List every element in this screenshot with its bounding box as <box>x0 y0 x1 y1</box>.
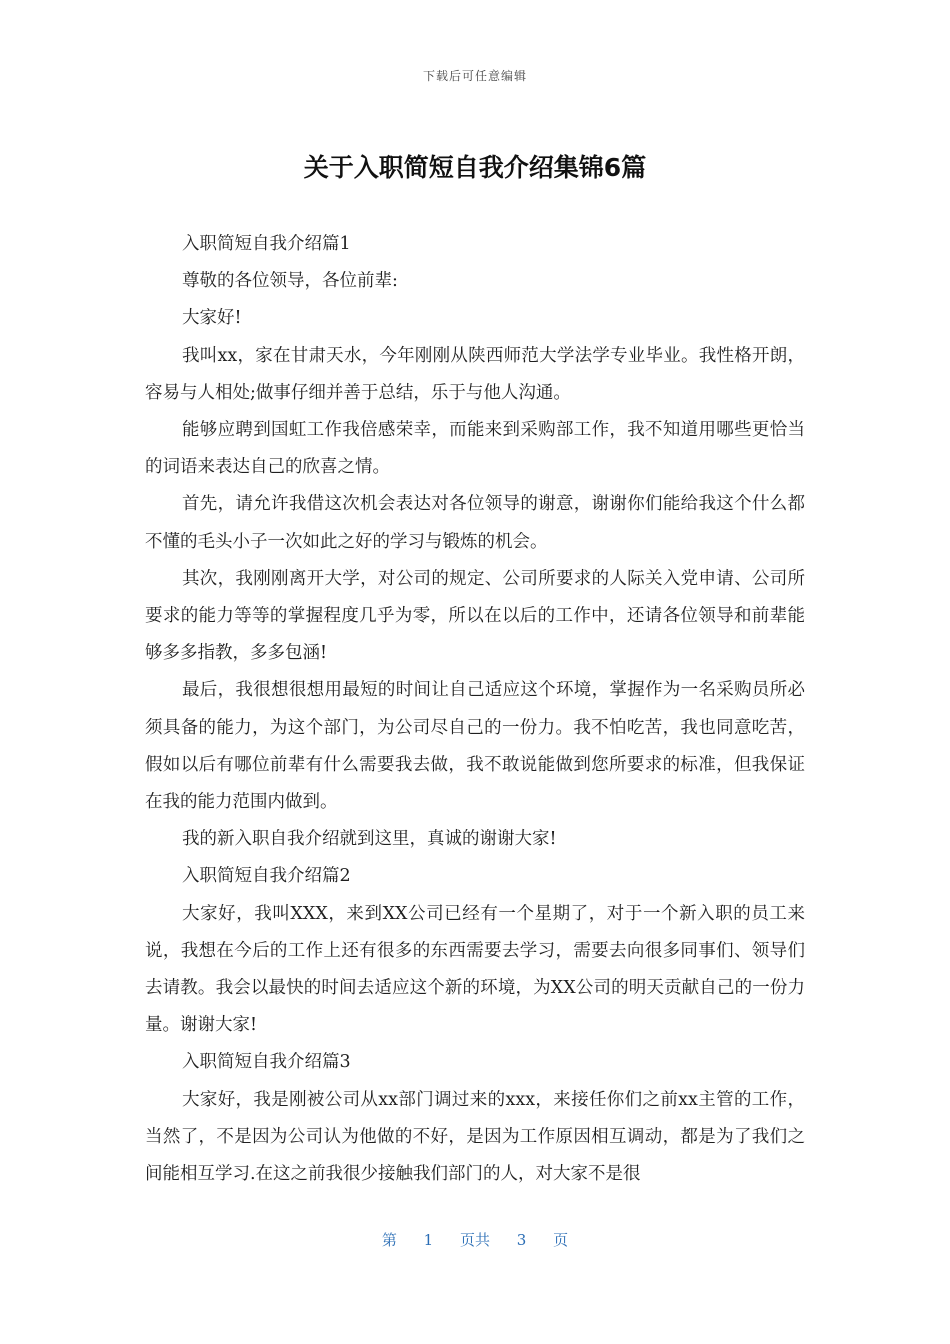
section-heading-1: 入职简短自我介绍篇1 <box>182 234 351 254</box>
salutation: 尊敬的各位领导，各位前辈: <box>182 271 398 292</box>
document-body <box>145 226 805 1193</box>
footer-label-of: 页共 <box>459 1231 490 1249</box>
footer-current-page: 1 <box>423 1231 434 1249</box>
greeting: 大家好! <box>182 308 242 329</box>
footer-label-suffix: 页 <box>553 1231 569 1249</box>
page-header-note: 下载后可任意编辑 <box>422 69 527 83</box>
paragraph: 大家好，我叫XXX，来到XX公司已经有一个星期了，对于一个新入职的员工来说，我想在今后的工作上还有很多的东西需要去学习，需要去向很多同事们、领导们去请教。我会以最快的时间去适应这个新的环境，为XX公司的明天贡献自己的一份力量。谢谢大家! <box>145 903 805 1036</box>
footer-label-page: 第 <box>381 1231 397 1249</box>
footer-total-pages: 3 <box>516 1231 527 1249</box>
section-heading-3: 入职简短自我介绍篇3 <box>182 1052 351 1073</box>
paragraph: 其次，我刚刚离开大学，对公司的规定、公司所要求的人际关入党申请、公司所要求的能力等等的掌握程度几乎为零，所以在以后的工作中，还请各位领导和前辈能够多多指教，多多包涵! <box>145 568 805 664</box>
paragraph: 我叫xx，家在甘肃天水，今年刚刚从陕西师范大学法学专业毕业。我性格开朗，容易与人相处;做事仔细并善于总结，乐于与他人沟通。 <box>145 345 805 403</box>
section-heading-2: 入职简短自我介绍篇2 <box>182 866 351 887</box>
paragraph: 我的新入职自我介绍就到这里，真诚的谢谢大家! <box>182 829 557 850</box>
paragraph: 最后，我很想很想用最短的时间让自己适应这个环境，掌握作为一名采购员所必须具备的能力，为这个部门，为公司尽自己的一份力。我不怕吃苦，我也同意吃苦，假如以后有哪位前辈有什么需要我去做，我不敢说能做到您所要求的标准，但我保证在我的能力范围内做到。 <box>145 680 805 813</box>
paragraph: 首先，请允许我借这次机会表达对各位领导的谢意，谢谢你们能给我这个什么都不懂的毛头小子一次如此之好的学习与锻炼的机会。 <box>145 494 805 552</box>
page-footer <box>0 1229 950 1250</box>
paragraph: 大家好，我是刚被公司从xx部门调过来的xxx，来接任你们之前xx主管的工作，当然了，不是因为公司认为他做的不好，是因为工作原因相互调动，都是为了我们之间能相互学习.在这之前我很少接触我们部门的人，对大家不是很 <box>145 1089 805 1185</box>
paragraph: 能够应聘到国虹工作我倍感荣幸，而能来到采购部工作，我不知道用哪些更恰当的词语来表达自己的欣喜之情。 <box>145 420 805 478</box>
document-title: 关于入职简短自我介绍集锦6篇 <box>303 153 647 182</box>
